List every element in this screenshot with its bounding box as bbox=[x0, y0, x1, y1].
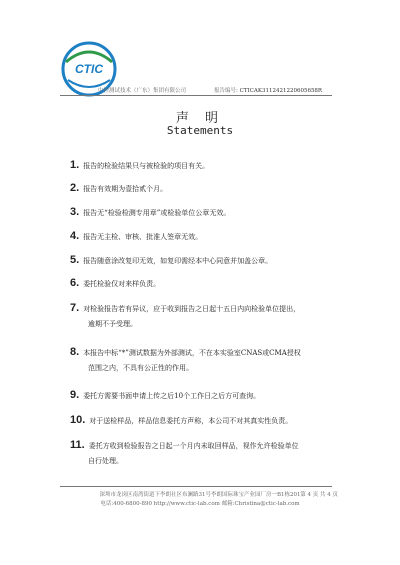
statement-text: 委托方需要书面申请上传之后10个工作日之后方可查询。 bbox=[83, 392, 261, 400]
page-title-cn: 声 明 bbox=[175, 111, 225, 126]
footer-rule bbox=[60, 486, 332, 487]
statement-number: 3. bbox=[70, 206, 80, 218]
statement-number: 9. bbox=[70, 389, 80, 401]
statement-text: 本报告中标“*”测试数据为外部测试，不在本实验室CNAS或CMA授权 bbox=[83, 349, 301, 357]
statement-item bbox=[70, 388, 332, 404]
statement-item bbox=[70, 276, 332, 292]
statement-item bbox=[70, 158, 332, 174]
report-no-value: CTICAK3112421220605658R bbox=[239, 88, 323, 94]
footer-contact: 电话:400-6800-890 http://www.ctic-lab.com 邮箱:Christina@ctic-lab.com bbox=[100, 501, 300, 507]
statement-number: 2. bbox=[70, 182, 80, 194]
statement-text: 报告随意涂改复印无效，如复印需经本中心同意并加盖公章。 bbox=[83, 257, 273, 265]
statement-text: 报告无“检验检测专用章”或检验单位公章无效。 bbox=[83, 209, 231, 217]
statement-item bbox=[70, 229, 332, 245]
statement-item bbox=[70, 181, 332, 197]
statement-item bbox=[70, 345, 332, 376]
statement-number: 5. bbox=[70, 254, 80, 266]
page-number: 第 4 页 共 4 页 bbox=[300, 492, 338, 498]
statement-item bbox=[70, 301, 332, 332]
footer-address: 深圳市龙岗区南湾街道下李朗社区布澜路31号李朗国际珠宝产业园厂房一B1栋201 bbox=[99, 492, 301, 498]
footer-address-line bbox=[0, 490, 400, 498]
statement-text: 报告有效期为壹拾贰个月。 bbox=[83, 185, 168, 193]
statement-text: 委托方收到检验报告之日起一个月内未取回样品，视作允许检验单位 bbox=[88, 442, 299, 450]
report-no-label: 报告编号: bbox=[214, 88, 238, 94]
header-rule bbox=[60, 95, 332, 96]
statement-number: 8. bbox=[70, 346, 80, 358]
statement-text: 报告无主检、审核、批准人签章无效。 bbox=[83, 233, 203, 241]
statement-text: 对于送检样品，样品信息委托方声称，本公司不对其真实性负责。 bbox=[89, 417, 293, 425]
statement-item bbox=[70, 253, 332, 269]
report-number bbox=[214, 86, 322, 94]
statement-continuation: 自行处理。 bbox=[88, 457, 123, 465]
statement-continuation: 逾期不予受理。 bbox=[88, 320, 137, 328]
statement-text: 对检验报告若有异议，应于收到报告之日起十五日内向检验单位提出， bbox=[83, 305, 301, 313]
statement-text: 委托检验仅对来样负责。 bbox=[83, 280, 161, 288]
statement-continuation: 范围之内，不具有公正性的作用。 bbox=[88, 364, 193, 372]
logo-text: CTIC bbox=[75, 62, 103, 76]
statement-number: 6. bbox=[70, 277, 80, 289]
statement-number: 11. bbox=[70, 439, 85, 451]
statement-number: 7. bbox=[70, 302, 80, 314]
statement-text: 报告的检验结果只与被检验的项目有关。 bbox=[83, 162, 210, 170]
company-name: 中控测试技术（广东）集团有限公司 bbox=[98, 88, 187, 94]
statement-number: 1. bbox=[70, 159, 80, 171]
statement-item bbox=[70, 413, 332, 429]
statement-item bbox=[70, 438, 332, 469]
statement-item bbox=[70, 205, 332, 221]
statement-number: 10. bbox=[70, 414, 86, 426]
statement-number: 4. bbox=[70, 230, 80, 242]
page-title-en: Statements bbox=[166, 124, 234, 137]
